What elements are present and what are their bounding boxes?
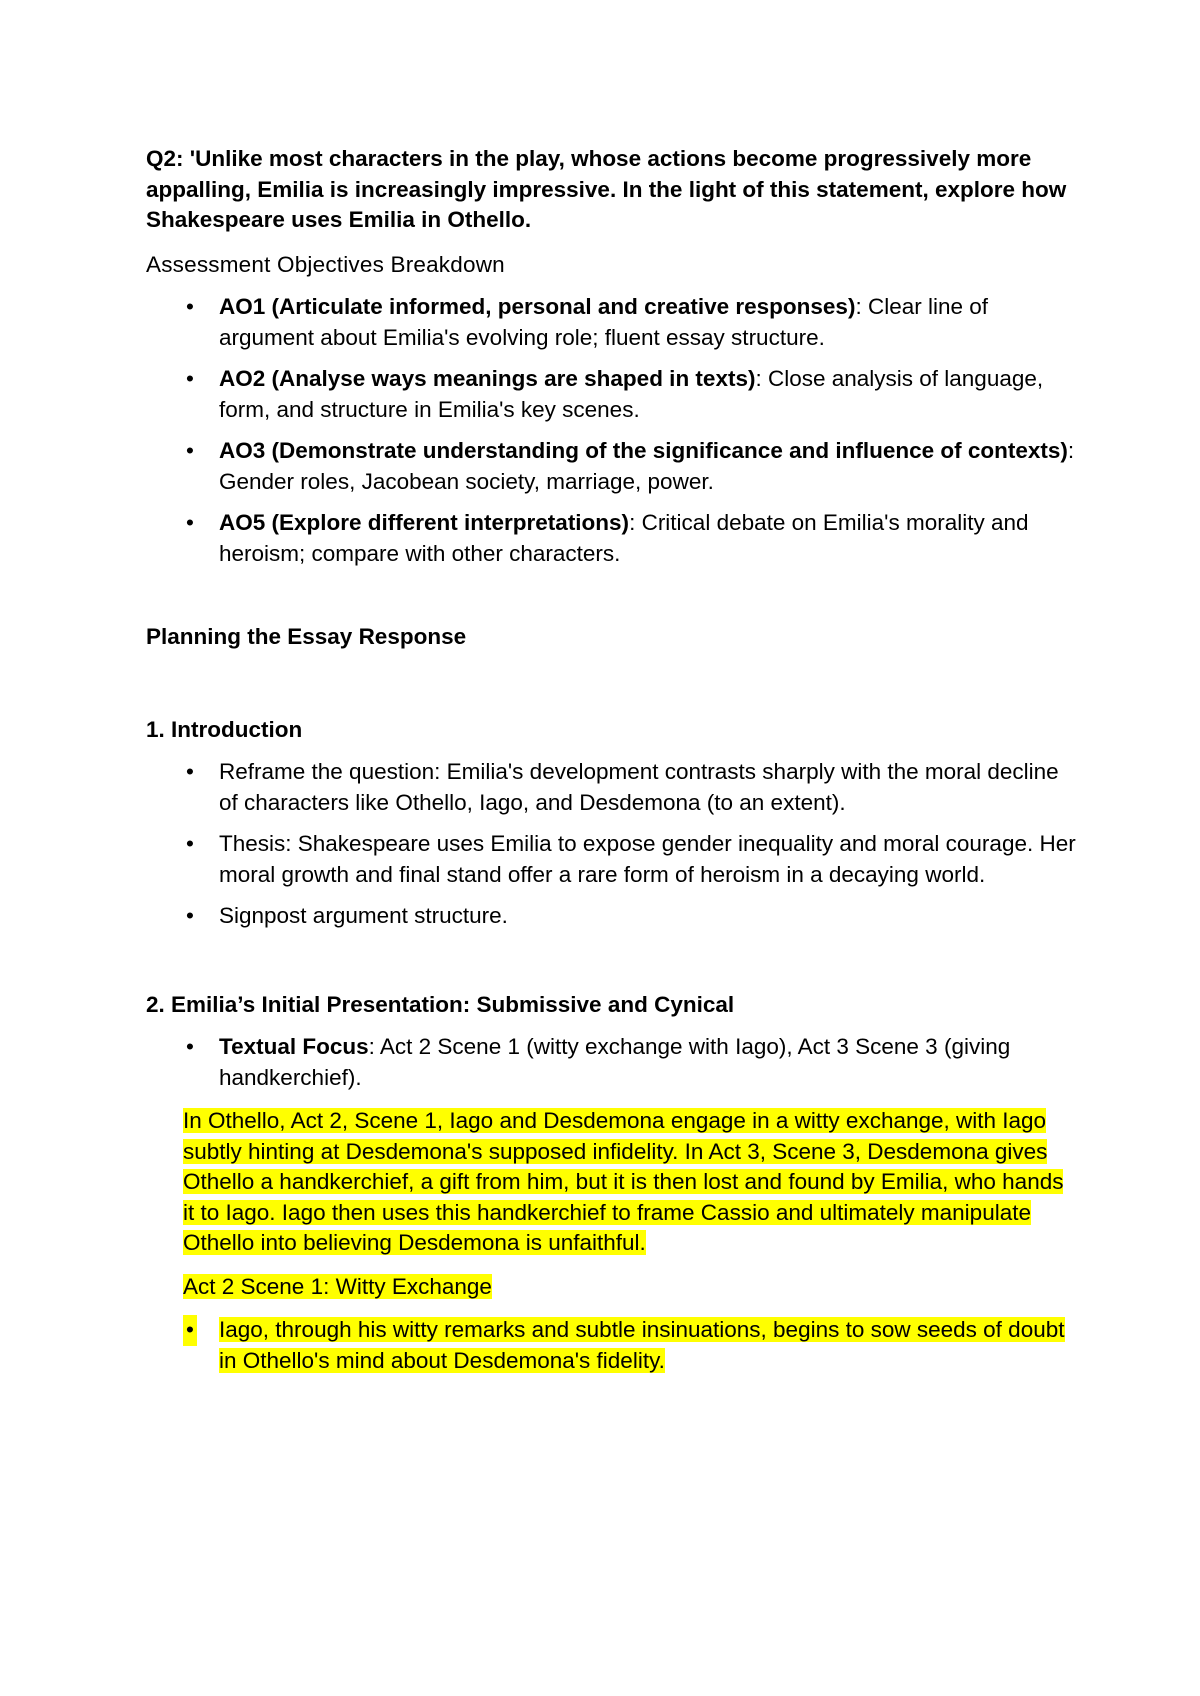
list-item	[146, 901, 1076, 932]
document-page	[146, 144, 1076, 1376]
textual-focus-list	[146, 1032, 1076, 1093]
assessment-heading: Assessment Objectives Breakdown	[146, 251, 505, 277]
assessment-list	[146, 292, 1076, 569]
objective-title: AO3 (Demonstrate understanding of the significance and influence of contexts)	[219, 438, 1068, 463]
objective-text: : Gender roles, Jacobean society, marriage, power.	[219, 438, 1075, 494]
bullet-icon: •	[186, 1034, 194, 1059]
bullet-icon: •	[186, 366, 194, 391]
act2-subheading	[146, 1272, 1076, 1303]
introduction-heading: 1. Introduction	[146, 716, 303, 742]
list-item	[146, 508, 1076, 569]
objective-title: AO1 (Articulate informed, personal and creative responses)	[219, 294, 856, 319]
list-item	[146, 829, 1076, 890]
list-item	[146, 1032, 1076, 1093]
highlighted-text: Iago, through his witty remarks and subtle insinuations, begins to sow seeds of doubt in Othello's mind about Desdemona's fidelity.	[219, 1317, 1065, 1373]
textual-focus-text: : Act 2 Scene 1 (witty exchange with Iago), Act 3 Scene 3 (giving handkerchief).	[219, 1034, 1011, 1090]
objective-text: : Critical debate on Emilia's morality and heroism; compare with other characters.	[219, 510, 1029, 566]
bullet-icon: •	[186, 903, 194, 928]
highlighted-text: Act 2 Scene 1: Witty Exchange	[183, 1273, 492, 1299]
highlighted-text: In Othello, Act 2, Scene 1, Iago and Desdemona engage in a witty exchange, with Iago subtly hinting at Desdemona's supposed infidelity. In Act 3, Scene 3, Desdemona gives Othello a handkerchief, a gift from him, but it is then lost and found by Emilia, who hands it to Iago. Iago then uses this handkerchief to frame Cassio and ultimately manipulate Othello into believing Desdemona is unfaithful.	[183, 1108, 1064, 1255]
list-item	[146, 757, 1076, 818]
bullet-icon: •	[183, 1315, 197, 1346]
textual-focus-label: Textual Focus	[219, 1034, 369, 1059]
objective-title: AO2 (Analyse ways meanings are shaped in texts)	[219, 366, 756, 391]
list-item-text: Reframe the question: Emilia's development contrasts sharply with the moral decline of characters like Othello, Iago, and Desdemona (to an extent).	[219, 759, 1059, 815]
section2-heading: 2. Emilia’s Initial Presentation: Submissive and Cynical	[146, 991, 735, 1017]
list-item	[146, 436, 1076, 497]
bullet-icon: •	[186, 294, 194, 319]
objective-text: : Clear line of argument about Emilia's evolving role; fluent essay structure.	[219, 294, 989, 350]
essay-question: Q2: 'Unlike most characters in the play, whose actions become progressively more appalling, Emilia is increasingly impressive. In the light of this statement, explore how Shakespeare uses Emilia in Othello.	[146, 146, 1067, 232]
objective-title: AO5 (Explore different interpretations)	[219, 510, 630, 535]
bullet-icon: •	[186, 759, 194, 784]
bullet-icon: •	[186, 510, 194, 535]
planning-heading: Planning the Essay Response	[146, 624, 467, 649]
list-item	[146, 364, 1076, 425]
list-item-text: Signpost argument structure.	[219, 903, 508, 928]
list-item	[146, 292, 1076, 353]
bullet-icon: •	[186, 831, 194, 856]
objective-text: : Close analysis of language, form, and structure in Emilia's key scenes.	[219, 366, 1044, 422]
highlighted-summary	[146, 1106, 1076, 1259]
introduction-list	[146, 757, 1076, 932]
list-item	[146, 1315, 1076, 1376]
list-item-text: Thesis: Shakespeare uses Emilia to expose gender inequality and moral courage. Her moral growth and final stand offer a rare form of heroism in a decaying world.	[219, 831, 1076, 887]
act2-list	[146, 1315, 1076, 1376]
bullet-icon: •	[186, 438, 194, 463]
